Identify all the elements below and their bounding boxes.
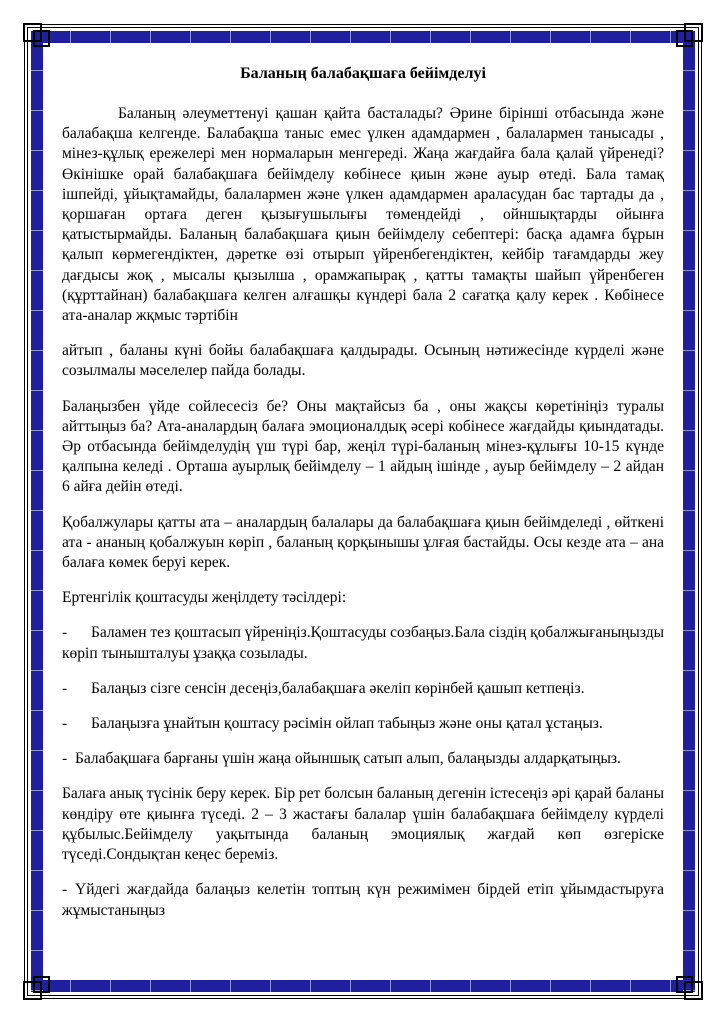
document-title: Баланың балабақшаға бейімделуі [240, 65, 486, 82]
intro-paragraph: Баланың әлеуметтенуі қашан қайта басталады? Әрине бірінші отбасында және балабақша келгенде. Балабақша таныс емес үлкен адамдармен , балалармен танысады , мінез-құлық ережелері мен нормаларын менгереді. Жаңа жағдайға бала қалай үйренеді? Өкінішке орай балабақшаға бейімделу көбінесе қиын және ауыр өтеді. Бала тамақ ішпейді, ұйықтамайды, балалармен және үлкен адамдармен араласудан бас тартады да , қоршаған ортаға деген қызығушылығы төмендейді , ойншықтарды ойынға қатыстырмайды. Баланың балабақшаға қиын бейімделу себептері: басқа адамға бұрын қалып көрмегендіктен, дәретке өзі отырып үйренбегендіктен, кейбір тағамдарды жеу дағдысы жоқ , мысалы қызылша , орамжапырақ , қатты тамақты шайып үйренбеген (құрттайнан) балабақшаға келген алғашқы күндері бала 2 сағатқа қалу керек . Көбінесе ата-аналар жқмыс тәртібін [62, 105, 664, 325]
bullet-item [62, 880, 664, 920]
bullet-item [62, 623, 664, 663]
border-band-left [31, 31, 43, 992]
bullet-marker: - [62, 881, 68, 899]
bullet-marker: - [62, 715, 68, 733]
bullet-marker: - [62, 679, 68, 697]
bullet-text: Балабақшаға барғаны үшін жаңа ойыншық сатып алып, балаңызды алдарқатыңыз. [75, 750, 621, 768]
bullet-item [62, 749, 664, 769]
closing-paragraph: Балаға анық түсінік беру керек. Бір рет болсын баланың дегенін істесеңіз әрі қарай баланы көндіру өте қиынға түседі. 2 – 3 жастағы балалар үшін балабақшаға бейімделу күрделі құбылыс.Бейімделу уақытында баланың эмоциялық жағдай көп өзгеріске түседі.Сондықтан кеңес береміз. [62, 785, 664, 864]
border-band-right [683, 31, 695, 992]
document-content [62, 64, 664, 936]
border-band-top [31, 31, 695, 43]
bullet-item [62, 714, 664, 734]
bullet-item [62, 679, 664, 699]
border-band-bottom [31, 980, 695, 992]
bullet-marker: - [62, 624, 68, 642]
bullet-marker: - [62, 750, 68, 768]
paragraph-parent-anxiety: Қобалжулары қатты ата – аналардың балалары да балабақшаға қиын бейімделеді , өйткені ата - ананың қобалжуын көріп , баланың қорқынышы ұлғая бастайды. Осы кезде ата – ана балаға көмек беруі керек. [62, 513, 664, 572]
paragraph-continuation: айтып , баланы күні бойы балабақшаға қалдырады. Осының нәтижесінде күрделі және созылмалы мәселелер пайда болады. [62, 342, 664, 380]
bullet-text: Балаңызға ұнайтын қоштасу рәсімін ойлап табыңыз және оны қатал ұстаңыз. [91, 715, 603, 733]
bullet-text: Балаңыз сізге сенсін десеңіз,балабақшаға әкеліп көрінбей қашып кетпеңіз. [91, 679, 585, 697]
section-heading: Ертенгілік қоштасуды жеңілдету тәсілдері: [62, 589, 347, 607]
paragraph-adaptation-types: Балаңызбен үйде сойлесесіз бе? Оны мақтайсыз ба , оны жақсы көретініңіз туралы айттыңыз ба? Ата-аналардың балаға эмоционалдық әсері кобінесе жағдайды қиындатады. Әр отбасында бейімделудің үш түрі бар, жеңіл түрі-баланың мінез-құлығы 10-15 күнде қалпына келеді . Орташа ауырлық бейімделу – 1 айдың ішінде , ауыр бейімделу – 2 айдан 6 айға дейін өтеді. [62, 397, 664, 496]
bullet-text: Үйдегі жағдайда балаңыз келетін топтың күн режимімен бірдей етіп ұйымдастыруға жұмыстаныңыз [62, 881, 664, 919]
bullet-text: Баламен тез қоштасып үйреніңіз.Қоштасуды созбаңыз.Бала сіздің қобалжығаныңызды көріп тынышталуы ұзаққа созылады. [62, 624, 664, 662]
